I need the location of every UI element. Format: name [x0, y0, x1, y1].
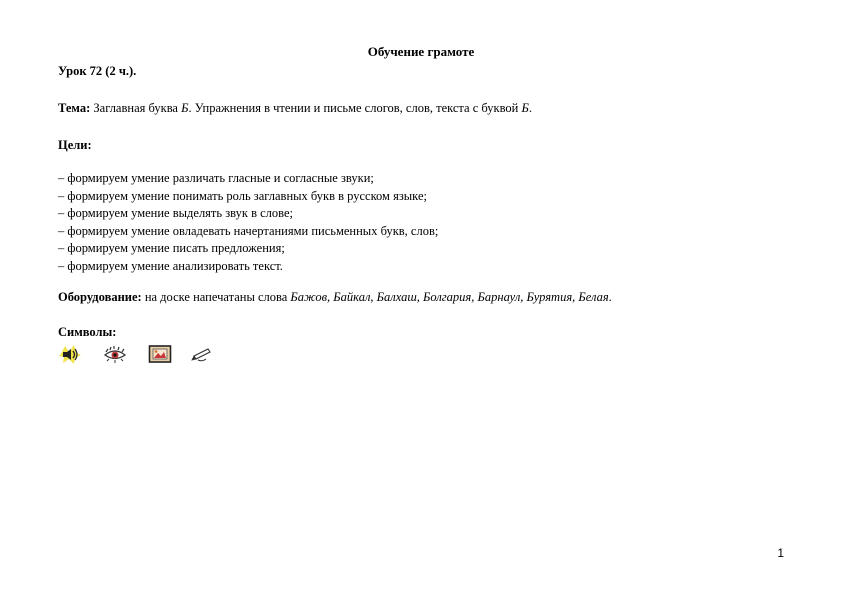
- picture-icon: [148, 344, 172, 364]
- topic-letter: Б: [181, 101, 189, 115]
- document-title: Обучение грамоте: [367, 44, 475, 59]
- goal-item: – формируем умение овладевать начертаниями письменных букв, слов;: [58, 223, 439, 238]
- goal-item: – формируем умение различать гласные и согласные звуки;: [58, 171, 374, 185]
- page-number: 1: [777, 546, 784, 560]
- topic-line: [58, 101, 532, 116]
- topic-label: Тема:: [58, 101, 91, 115]
- pencil-icon: [191, 344, 215, 364]
- goals-list: [58, 170, 438, 276]
- goals-heading: Цели:: [58, 138, 92, 152]
- equipment-label: Оборудование:: [58, 290, 142, 304]
- goal-item: – формируем умение понимать роль заглавных букв в русском языке;: [58, 188, 427, 203]
- equipment-words: Бажов, Байкал, Балхаш, Болгария, Барнаул, Бурятия, Белая: [290, 290, 609, 304]
- topic-text: . Упражнения в чтении и письме слогов, слов, текста с буквой: [188, 101, 522, 115]
- lesson-number: Урок 72 (2 ч.).: [58, 64, 137, 78]
- sound-icon: [58, 344, 82, 364]
- topic-text: .: [528, 101, 532, 115]
- equipment-end: .: [608, 290, 612, 304]
- equipment-line: [58, 290, 612, 305]
- goal-item: – формируем умение анализировать текст.: [58, 258, 283, 273]
- goal-item: – формируем умение выделять звук в слове;: [58, 206, 293, 221]
- symbols-heading: Символы:: [58, 325, 117, 339]
- goal-item: – формируем умение писать предложения;: [58, 241, 285, 256]
- topic-letter: Б: [521, 101, 529, 115]
- equipment-text: на доске напечатаны слова: [141, 290, 291, 304]
- eye-icon: [103, 344, 127, 364]
- topic-text: Заглавная буква: [90, 101, 182, 115]
